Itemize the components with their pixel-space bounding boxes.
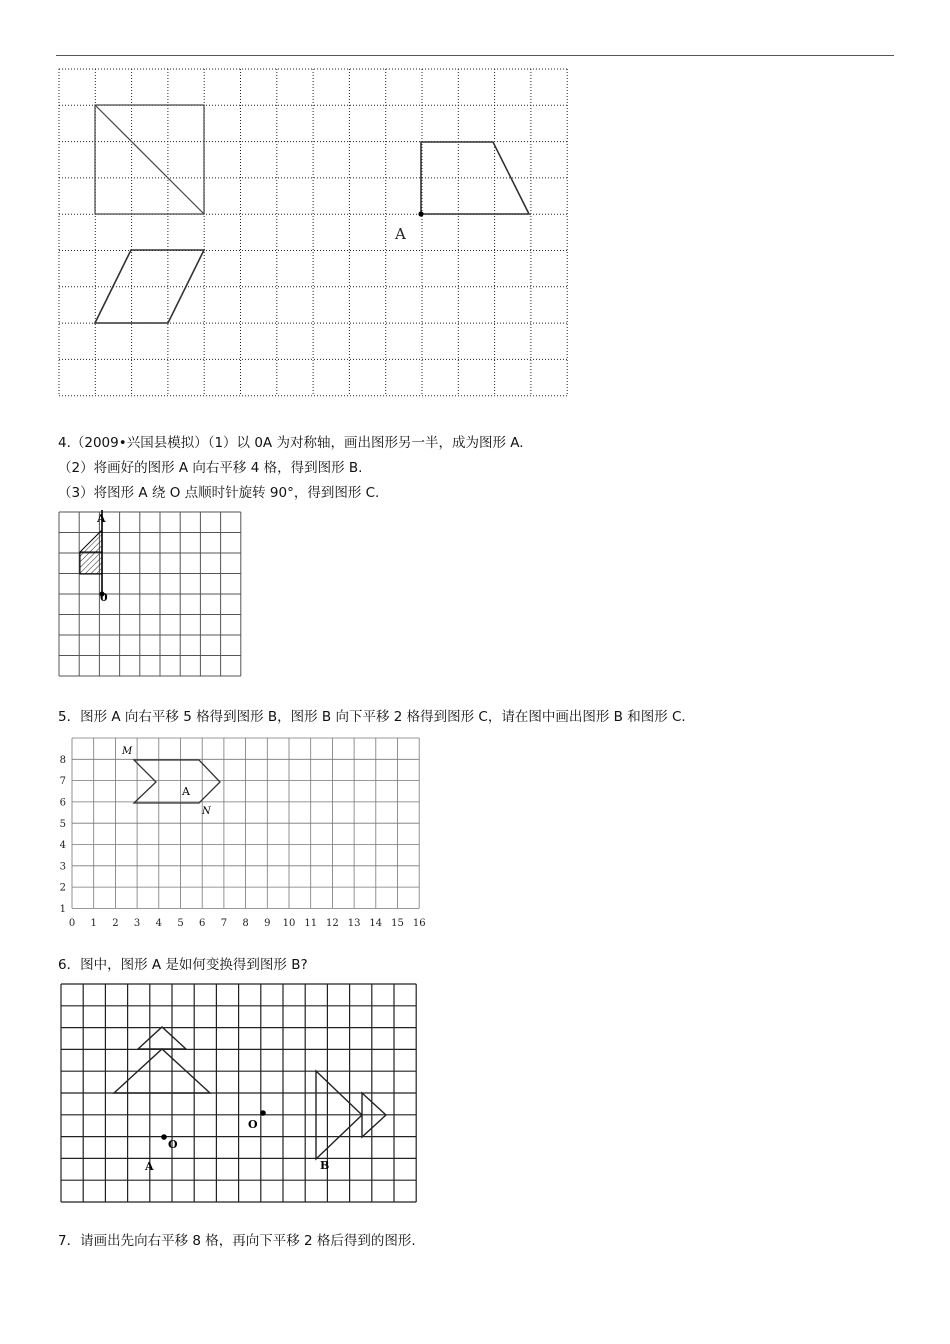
x-tick-label: 11 [304, 918, 318, 929]
figure1-grid [58, 66, 570, 400]
label-n: N [202, 806, 211, 817]
x-tick-label: 15 [391, 918, 404, 929]
label-m: M [122, 746, 133, 757]
q4-grid [59, 512, 241, 676]
y-tick-label: 2 [59, 882, 66, 894]
label-o-a: O [168, 1138, 178, 1151]
x-tick-label: 12 [326, 918, 339, 929]
label-b: B [320, 1159, 330, 1172]
q6-grid-figure [58, 982, 418, 1204]
q7-text: 7．请画出先向右平移 8 格，再向下平移 2 格后得到的图形. [58, 1233, 416, 1249]
x-tick-label: 10 [282, 918, 296, 929]
y-tick-label: 5 [59, 818, 66, 830]
x-tick-label: 14 [369, 918, 383, 929]
y-tick-label: 1 [59, 904, 66, 915]
point-o-b [260, 1110, 266, 1116]
q6-text: 6．图中，图形 A 是如何变换得到图形 B? [58, 957, 308, 973]
shape-a-small-triangle [138, 1027, 186, 1049]
dotted-grid [59, 69, 567, 396]
y-axis-tick-labels [60, 755, 66, 915]
x-tick-label: 8 [242, 918, 249, 929]
point-a [418, 211, 423, 216]
y-tick-label: 4 [59, 840, 66, 852]
label-a: A [145, 1160, 154, 1173]
page-top-rule [56, 55, 894, 56]
x-tick-label: 5 [177, 918, 184, 929]
x-tick-label: 16 [412, 918, 426, 929]
x-tick-label: 2 [112, 918, 119, 929]
x-axis-tick-labels [69, 918, 426, 929]
x-tick-label: 3 [133, 918, 141, 929]
label-a: A [97, 512, 106, 525]
label-shape-a: A [182, 785, 190, 798]
x-tick-label: 7 [220, 918, 228, 929]
y-tick-label: 8 [59, 754, 66, 766]
shape-a-arrow [134, 760, 220, 803]
rectangle-with-diagonal [95, 105, 204, 214]
y-tick-label: 3 [59, 861, 66, 873]
x-tick-label: 6 [199, 918, 206, 929]
hatched-triangle-upper [80, 530, 102, 552]
point-o-a [161, 1134, 167, 1140]
q4-line1: 4.（2009•兴国县模拟）（1）以 0A 为对称轴，画出图形另一半，成为图形 A. [58, 435, 524, 451]
x-tick-label: 4 [155, 918, 162, 929]
q4-line2: （2）将画好的图形 A 向右平移 4 格，得到图形 B. [58, 460, 363, 476]
q4-grid-figure [58, 510, 242, 678]
q5-coordinate-grid [56, 730, 430, 932]
x-tick-label: 1 [90, 918, 97, 929]
point-a-label: A [395, 225, 406, 243]
label-o: 0 [100, 591, 108, 604]
q4-line3: （3）将图形 A 绕 O 点顺时针旋转 90°，得到图形 C. [58, 485, 380, 501]
q5-grid [72, 738, 419, 908]
x-tick-label: 0 [68, 918, 76, 929]
x-tick-label: 9 [264, 918, 271, 929]
hatched-triangle-lower [80, 552, 102, 574]
y-tick-label: 7 [59, 776, 66, 788]
q5-text: 5．图形 A 向右平移 5 格得到图形 B，图形 B 向下平移 2 格得到图形 C，请在图中画出图形 B 和图形 C. [58, 709, 686, 725]
x-tick-label: 13 [347, 918, 361, 929]
label-o-b: O [248, 1118, 258, 1131]
y-tick-label: 6 [59, 797, 66, 809]
